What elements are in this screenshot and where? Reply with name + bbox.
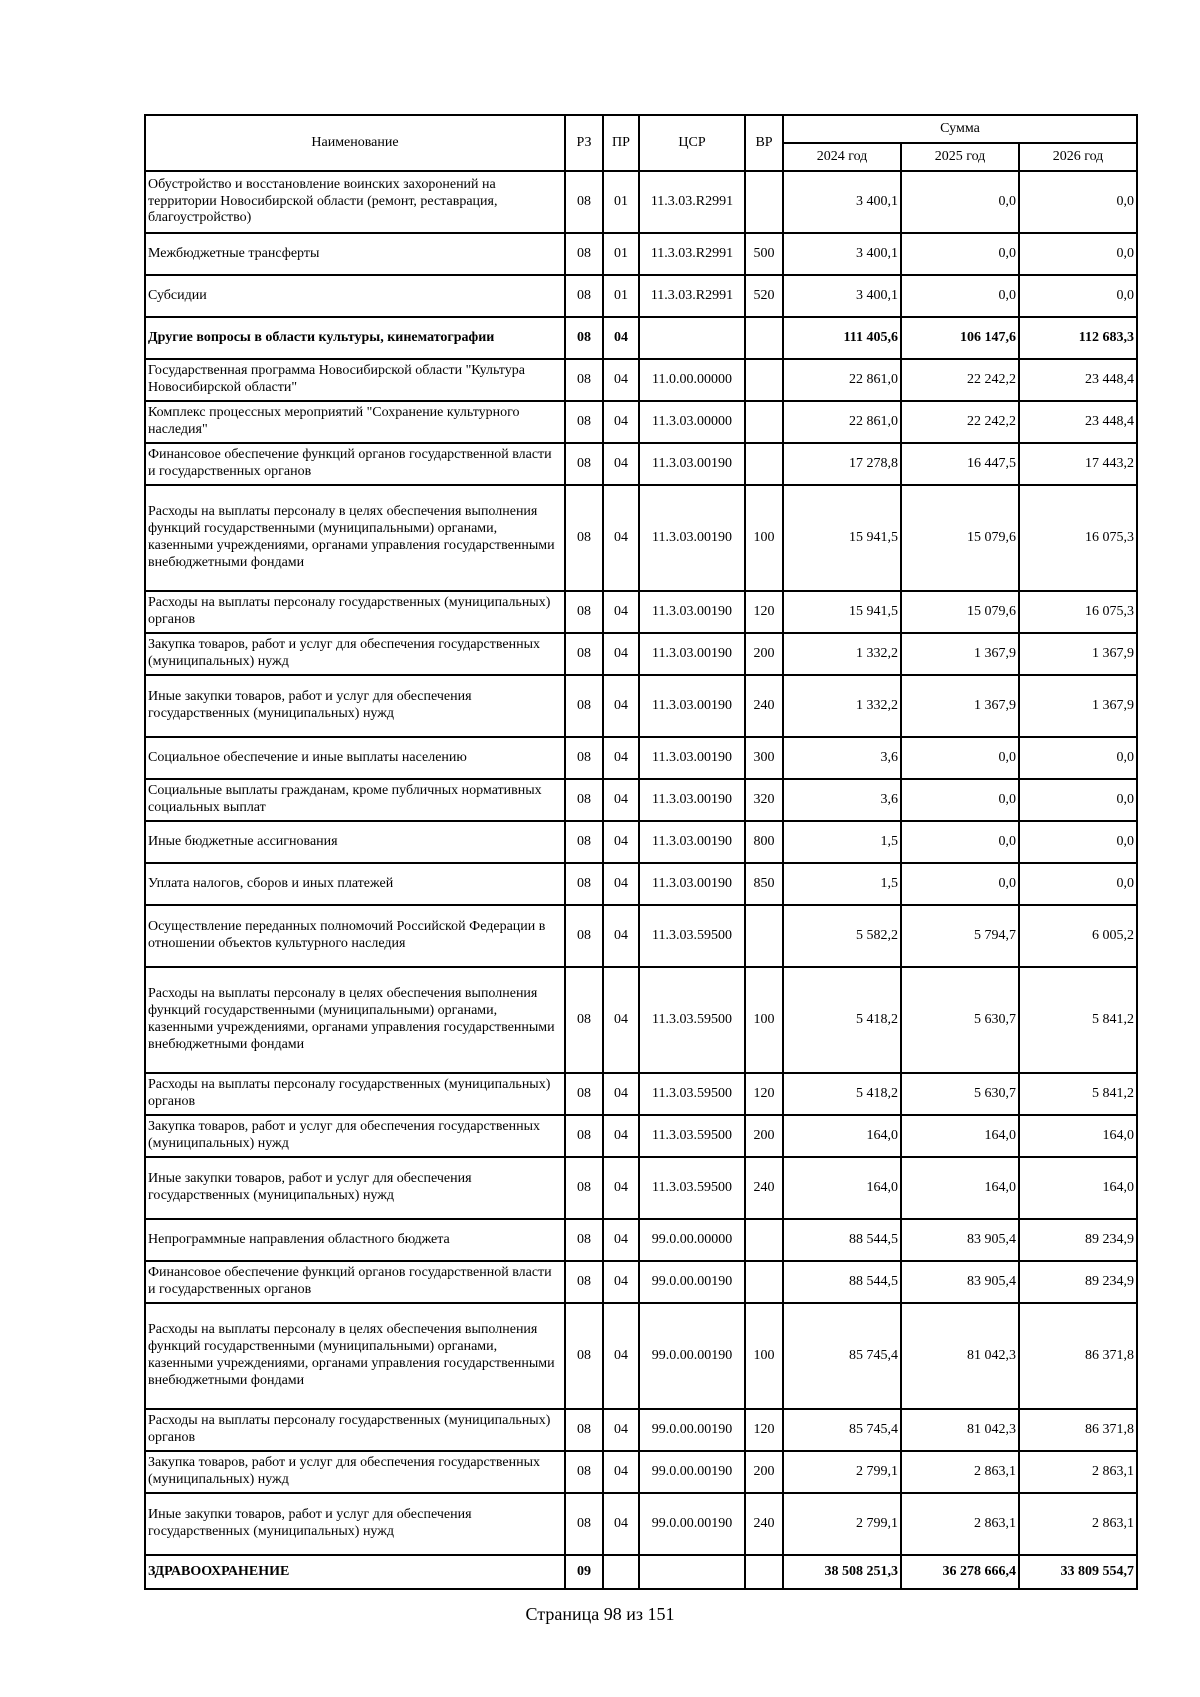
table-row (145, 863, 1137, 905)
cell-pr: 04 (603, 779, 639, 821)
cell-2026: 0,0 (1019, 779, 1137, 821)
cell-vr (745, 1261, 783, 1303)
cell-name: Иные закупки товаров, работ и услуг для обеспечения государственных (муниципальных) нужд (145, 1157, 565, 1219)
cell-2024: 85 745,4 (783, 1303, 901, 1409)
cell-2026: 89 234,9 (1019, 1219, 1137, 1261)
cell-name: Иные закупки товаров, работ и услуг для обеспечения государственных (муниципальных) нужд (145, 1493, 565, 1555)
cell-vr: 300 (745, 737, 783, 779)
cell-2025: 0,0 (901, 171, 1019, 233)
cell-2024: 85 745,4 (783, 1409, 901, 1451)
cell-2026: 23 448,4 (1019, 359, 1137, 401)
cell-2025: 36 278 666,4 (901, 1555, 1019, 1589)
header-csr: ЦСР (639, 115, 745, 171)
cell-2024: 164,0 (783, 1115, 901, 1157)
cell-rz: 08 (565, 359, 603, 401)
cell-2024: 3 400,1 (783, 233, 901, 275)
cell-vr: 320 (745, 779, 783, 821)
cell-csr: 11.3.03.00190 (639, 633, 745, 675)
cell-2026: 0,0 (1019, 275, 1137, 317)
cell-csr: 11.3.03.59500 (639, 967, 745, 1073)
cell-rz: 08 (565, 233, 603, 275)
cell-pr: 04 (603, 967, 639, 1073)
header-vr: ВР (745, 115, 783, 171)
cell-csr: 11.3.03.00190 (639, 675, 745, 737)
table-row (145, 1261, 1137, 1303)
table-row (145, 275, 1137, 317)
table-row (145, 633, 1137, 675)
table-row (145, 1303, 1137, 1409)
cell-csr: 11.3.03.00190 (639, 443, 745, 485)
cell-vr: 100 (745, 967, 783, 1073)
cell-2026: 164,0 (1019, 1157, 1137, 1219)
cell-2026: 0,0 (1019, 863, 1137, 905)
cell-rz: 08 (565, 591, 603, 633)
table-row (145, 1555, 1137, 1589)
cell-name: Уплата налогов, сборов и иных платежей (145, 863, 565, 905)
cell-rz: 08 (565, 675, 603, 737)
cell-2025: 81 042,3 (901, 1303, 1019, 1409)
cell-2026: 86 371,8 (1019, 1303, 1137, 1409)
cell-2025: 0,0 (901, 275, 1019, 317)
cell-csr: 99.0.00.00190 (639, 1493, 745, 1555)
cell-pr: 04 (603, 633, 639, 675)
cell-name: Закупка товаров, работ и услуг для обеспечения государственных (муниципальных) нужд (145, 633, 565, 675)
cell-name: Закупка товаров, работ и услуг для обеспечения государственных (муниципальных) нужд (145, 1115, 565, 1157)
cell-2026: 1 367,9 (1019, 675, 1137, 737)
cell-2024: 2 799,1 (783, 1493, 901, 1555)
cell-name: Субсидии (145, 275, 565, 317)
cell-2025: 5 630,7 (901, 967, 1019, 1073)
cell-2024: 5 418,2 (783, 967, 901, 1073)
table-row (145, 779, 1137, 821)
cell-2025: 106 147,6 (901, 317, 1019, 359)
cell-2025: 0,0 (901, 233, 1019, 275)
cell-rz: 08 (565, 1493, 603, 1555)
page-number: Страница 98 из 151 (525, 1604, 675, 1624)
cell-pr: 04 (603, 863, 639, 905)
cell-2024: 1,5 (783, 863, 901, 905)
cell-vr: 240 (745, 1157, 783, 1219)
cell-rz: 08 (565, 317, 603, 359)
cell-2026: 164,0 (1019, 1115, 1137, 1157)
cell-pr: 04 (603, 675, 639, 737)
cell-2024: 2 799,1 (783, 1451, 901, 1493)
table-row (145, 171, 1137, 233)
table-row (145, 485, 1137, 591)
table-row (145, 737, 1137, 779)
header-rz: РЗ (565, 115, 603, 171)
cell-csr: 99.0.00.00190 (639, 1303, 745, 1409)
cell-name: Финансовое обеспечение функций органов государственной власти и государственных органов (145, 1261, 565, 1303)
cell-rz: 08 (565, 1451, 603, 1493)
cell-name: Финансовое обеспечение функций органов государственной власти и государственных органов (145, 443, 565, 485)
cell-vr (745, 443, 783, 485)
cell-2024: 1,5 (783, 821, 901, 863)
cell-pr: 04 (603, 737, 639, 779)
cell-pr: 01 (603, 233, 639, 275)
cell-2026: 112 683,3 (1019, 317, 1137, 359)
cell-csr: 11.3.03.R2991 (639, 275, 745, 317)
cell-2026: 1 367,9 (1019, 633, 1137, 675)
header-year-2026: 2026 год (1019, 143, 1137, 171)
cell-2025: 0,0 (901, 821, 1019, 863)
cell-vr: 800 (745, 821, 783, 863)
cell-pr: 04 (603, 591, 639, 633)
cell-2026: 17 443,2 (1019, 443, 1137, 485)
cell-2026: 0,0 (1019, 821, 1137, 863)
cell-csr: 11.3.03.00190 (639, 485, 745, 591)
cell-vr: 240 (745, 1493, 783, 1555)
cell-vr (745, 1555, 783, 1589)
cell-name: Расходы на выплаты персоналу государственных (муниципальных) органов (145, 591, 565, 633)
cell-2024: 17 278,8 (783, 443, 901, 485)
cell-2024: 164,0 (783, 1157, 901, 1219)
header-name: Наименование (145, 115, 565, 171)
cell-pr: 04 (603, 1303, 639, 1409)
table-row (145, 317, 1137, 359)
cell-2024: 3,6 (783, 737, 901, 779)
cell-2026: 16 075,3 (1019, 485, 1137, 591)
cell-2025: 164,0 (901, 1157, 1019, 1219)
cell-pr: 04 (603, 443, 639, 485)
cell-pr: 04 (603, 905, 639, 967)
cell-pr: 04 (603, 1451, 639, 1493)
cell-csr: 11.3.03.59500 (639, 1073, 745, 1115)
table-row (145, 1451, 1137, 1493)
cell-2025: 81 042,3 (901, 1409, 1019, 1451)
cell-name: Другие вопросы в области культуры, кинематографии (145, 317, 565, 359)
cell-rz: 09 (565, 1555, 603, 1589)
cell-vr: 240 (745, 675, 783, 737)
cell-name: Государственная программа Новосибирской области "Культура Новосибирской области" (145, 359, 565, 401)
cell-2026: 16 075,3 (1019, 591, 1137, 633)
cell-2025: 22 242,2 (901, 401, 1019, 443)
cell-csr: 11.3.03.00190 (639, 737, 745, 779)
cell-name: Расходы на выплаты персоналу государственных (муниципальных) органов (145, 1409, 565, 1451)
cell-pr: 01 (603, 171, 639, 233)
cell-name: Осуществление переданных полномочий Российской Федерации в отношении объектов культурного наследия (145, 905, 565, 967)
cell-2024: 38 508 251,3 (783, 1555, 901, 1589)
cell-rz: 08 (565, 1303, 603, 1409)
cell-rz: 08 (565, 485, 603, 591)
cell-rz: 08 (565, 1409, 603, 1451)
cell-rz: 08 (565, 779, 603, 821)
cell-2024: 111 405,6 (783, 317, 901, 359)
cell-2025: 15 079,6 (901, 485, 1019, 591)
cell-pr (603, 1555, 639, 1589)
table-row (145, 1157, 1137, 1219)
cell-2025: 1 367,9 (901, 675, 1019, 737)
cell-rz: 08 (565, 821, 603, 863)
cell-pr: 04 (603, 317, 639, 359)
cell-vr: 120 (745, 1073, 783, 1115)
cell-vr: 120 (745, 1409, 783, 1451)
cell-vr (745, 401, 783, 443)
cell-rz: 08 (565, 863, 603, 905)
cell-rz: 08 (565, 171, 603, 233)
cell-vr: 500 (745, 233, 783, 275)
cell-rz: 08 (565, 1157, 603, 1219)
cell-csr: 11.3.03.00190 (639, 863, 745, 905)
cell-csr (639, 1555, 745, 1589)
cell-2026: 0,0 (1019, 233, 1137, 275)
cell-rz: 08 (565, 1219, 603, 1261)
table-body (145, 171, 1137, 1589)
cell-pr: 04 (603, 821, 639, 863)
cell-vr: 100 (745, 485, 783, 591)
cell-rz: 08 (565, 905, 603, 967)
cell-2025: 22 242,2 (901, 359, 1019, 401)
header-sum: Сумма (783, 115, 1137, 143)
cell-pr: 04 (603, 1115, 639, 1157)
cell-2025: 164,0 (901, 1115, 1019, 1157)
cell-rz: 08 (565, 1115, 603, 1157)
cell-csr (639, 317, 745, 359)
cell-pr: 01 (603, 275, 639, 317)
cell-2025: 1 367,9 (901, 633, 1019, 675)
cell-pr: 04 (603, 359, 639, 401)
table-row (145, 821, 1137, 863)
cell-csr: 11.3.03.59500 (639, 905, 745, 967)
cell-pr: 04 (603, 1409, 639, 1451)
cell-2026: 23 448,4 (1019, 401, 1137, 443)
cell-2025: 5 794,7 (901, 905, 1019, 967)
cell-2024: 3 400,1 (783, 275, 901, 317)
cell-2025: 0,0 (901, 737, 1019, 779)
cell-2025: 2 863,1 (901, 1451, 1019, 1493)
cell-name: Расходы на выплаты персоналу в целях обеспечения выполнения функций государственными (муниципальными) органами, казенными учреждениями, органами управления государственными внебюджетными фондами (145, 485, 565, 591)
cell-2025: 2 863,1 (901, 1493, 1019, 1555)
table-row (145, 1219, 1137, 1261)
cell-2024: 15 941,5 (783, 485, 901, 591)
cell-rz: 08 (565, 275, 603, 317)
table-row (145, 1409, 1137, 1451)
cell-csr: 11.3.03.00190 (639, 821, 745, 863)
cell-vr: 100 (745, 1303, 783, 1409)
cell-2026: 86 371,8 (1019, 1409, 1137, 1451)
cell-2026: 0,0 (1019, 171, 1137, 233)
cell-rz: 08 (565, 443, 603, 485)
cell-name: Комплекс процессных мероприятий "Сохранение культурного наследия" (145, 401, 565, 443)
table-row (145, 905, 1137, 967)
cell-2026: 89 234,9 (1019, 1261, 1137, 1303)
cell-2024: 5 582,2 (783, 905, 901, 967)
cell-vr (745, 905, 783, 967)
cell-2024: 3 400,1 (783, 171, 901, 233)
cell-rz: 08 (565, 967, 603, 1073)
cell-2026: 2 863,1 (1019, 1493, 1137, 1555)
header-year-2024: 2024 год (783, 143, 901, 171)
cell-vr: 200 (745, 633, 783, 675)
cell-vr (745, 1219, 783, 1261)
cell-name: ЗДРАВООХРАНЕНИЕ (145, 1555, 565, 1589)
cell-2025: 16 447,5 (901, 443, 1019, 485)
cell-name: Обустройство и восстановление воинских захоронений на территории Новосибирской области (ремонт, реставрация, благоустройство) (145, 171, 565, 233)
cell-pr: 04 (603, 1073, 639, 1115)
cell-2025: 0,0 (901, 779, 1019, 821)
table-row (145, 1073, 1137, 1115)
cell-rz: 08 (565, 1261, 603, 1303)
cell-vr: 850 (745, 863, 783, 905)
cell-csr: 11.3.03.00000 (639, 401, 745, 443)
cell-2026: 5 841,2 (1019, 1073, 1137, 1115)
cell-vr: 200 (745, 1451, 783, 1493)
cell-name: Расходы на выплаты персоналу в целях обеспечения выполнения функций государственными (муниципальными) органами, казенными учреждениями, органами управления государственными внебюджетными фондами (145, 1303, 565, 1409)
cell-rz: 08 (565, 737, 603, 779)
cell-2025: 15 079,6 (901, 591, 1019, 633)
cell-csr: 11.3.03.R2991 (639, 171, 745, 233)
cell-pr: 04 (603, 1219, 639, 1261)
cell-2024: 22 861,0 (783, 401, 901, 443)
cell-csr: 99.0.00.00190 (639, 1409, 745, 1451)
cell-csr: 11.3.03.R2991 (639, 233, 745, 275)
cell-name: Межбюджетные трансферты (145, 233, 565, 275)
table-row (145, 401, 1137, 443)
table-row (145, 1493, 1137, 1555)
cell-name: Иные бюджетные ассигнования (145, 821, 565, 863)
cell-2024: 1 332,2 (783, 675, 901, 737)
header-year-2025: 2025 год (901, 143, 1019, 171)
table-row (145, 967, 1137, 1073)
cell-name: Социальное обеспечение и иные выплаты населению (145, 737, 565, 779)
cell-csr: 99.0.00.00000 (639, 1219, 745, 1261)
cell-vr: 120 (745, 591, 783, 633)
cell-2026: 5 841,2 (1019, 967, 1137, 1073)
cell-2026: 2 863,1 (1019, 1451, 1137, 1493)
cell-2025: 83 905,4 (901, 1261, 1019, 1303)
cell-csr: 11.0.00.00000 (639, 359, 745, 401)
cell-name: Иные закупки товаров, работ и услуг для обеспечения государственных (муниципальных) нужд (145, 675, 565, 737)
cell-2026: 6 005,2 (1019, 905, 1137, 967)
cell-pr: 04 (603, 1261, 639, 1303)
cell-pr: 04 (603, 1493, 639, 1555)
header-pr: ПР (603, 115, 639, 171)
cell-name: Закупка товаров, работ и услуг для обеспечения государственных (муниципальных) нужд (145, 1451, 565, 1493)
cell-rz: 08 (565, 1073, 603, 1115)
budget-table (144, 114, 1138, 1590)
cell-2024: 3,6 (783, 779, 901, 821)
table-row (145, 233, 1137, 275)
cell-vr (745, 171, 783, 233)
cell-2024: 88 544,5 (783, 1219, 901, 1261)
cell-vr: 520 (745, 275, 783, 317)
cell-2026: 0,0 (1019, 737, 1137, 779)
cell-csr: 99.0.00.00190 (639, 1261, 745, 1303)
cell-rz: 08 (565, 401, 603, 443)
cell-2024: 5 418,2 (783, 1073, 901, 1115)
cell-pr: 04 (603, 401, 639, 443)
table-row (145, 359, 1137, 401)
cell-pr: 04 (603, 485, 639, 591)
cell-name: Расходы на выплаты персоналу в целях обеспечения выполнения функций государственными (муниципальными) органами, казенными учреждениями, органами управления государственными внебюджетными фондами (145, 967, 565, 1073)
table-row (145, 443, 1137, 485)
cell-csr: 99.0.00.00190 (639, 1451, 745, 1493)
cell-2025: 0,0 (901, 863, 1019, 905)
cell-2024: 88 544,5 (783, 1261, 901, 1303)
cell-pr: 04 (603, 1157, 639, 1219)
table-row (145, 1115, 1137, 1157)
cell-2025: 83 905,4 (901, 1219, 1019, 1261)
cell-2025: 5 630,7 (901, 1073, 1019, 1115)
cell-2024: 22 861,0 (783, 359, 901, 401)
cell-vr (745, 317, 783, 359)
cell-csr: 11.3.03.59500 (639, 1157, 745, 1219)
cell-name: Социальные выплаты гражданам, кроме публичных нормативных социальных выплат (145, 779, 565, 821)
cell-rz: 08 (565, 633, 603, 675)
cell-csr: 11.3.03.59500 (639, 1115, 745, 1157)
cell-vr (745, 359, 783, 401)
cell-2024: 1 332,2 (783, 633, 901, 675)
cell-vr: 200 (745, 1115, 783, 1157)
cell-csr: 11.3.03.00190 (639, 591, 745, 633)
cell-name: Расходы на выплаты персоналу государственных (муниципальных) органов (145, 1073, 565, 1115)
cell-2024: 15 941,5 (783, 591, 901, 633)
cell-2026: 33 809 554,7 (1019, 1555, 1137, 1589)
cell-csr: 11.3.03.00190 (639, 779, 745, 821)
table-row (145, 591, 1137, 633)
table-row (145, 675, 1137, 737)
cell-name: Непрограммные направления областного бюджета (145, 1219, 565, 1261)
